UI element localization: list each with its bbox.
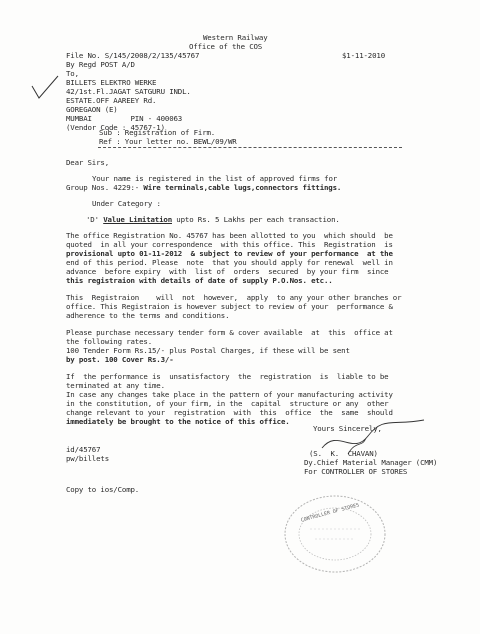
letter-date: $1-11-2010 — [342, 51, 385, 60]
signatory-name: (S. K. CHAVAN) — [309, 449, 378, 458]
registered-line2 — [66, 183, 341, 192]
file-pw: pw/billets — [66, 454, 109, 463]
category-code: 'D' — [86, 215, 104, 224]
performance-para-line: terminated at any time. — [66, 381, 165, 390]
signatory-designation: Dy.Chief Material Manager (CMM) — [304, 458, 438, 467]
performance-para-line: In case any changes take place in the pattern of your manufacturing activity — [66, 390, 393, 399]
category-limit: upto Rs. 5 Lakhs per each transaction. — [172, 215, 340, 224]
vendor-code: (Vendor Code : 45767-1) — [66, 123, 165, 132]
category-line — [86, 215, 340, 224]
tender-para-line: Please purchase necessary tender form & cover available at this office at — [66, 328, 393, 337]
branches-para-line: This Registraion will not however, apply to any your other branches or — [66, 293, 402, 302]
org-office: Office of the COS — [189, 42, 263, 51]
performance-para-line: change relevant to your registration with this office the same should — [66, 408, 393, 417]
group-number: Group Nos. 4229:- — [66, 183, 144, 192]
tender-para-line: by post. 100 Cover Rs.3/- — [66, 355, 174, 364]
addressee-name: BILLETS ELEKTRO WERKE — [66, 78, 157, 87]
registered-line1: Your name is registered in the list of approved firms for — [92, 174, 338, 183]
closing: Yours Sincerely, — [313, 424, 382, 433]
addressee-line2: ESTATE.OFF AAREEY Rd. — [66, 96, 157, 105]
office-para-line: this registraion with details of date of supply P.O.Nos. etc.. — [66, 276, 333, 285]
branches-para-line: office. This Registraion is however subject to review of your performance & — [66, 302, 393, 311]
addressee-city-pin: MUMBAI PIN - 400063 — [66, 114, 183, 123]
office-para-line: The office Registration No. 45767 has been allotted to you which should be — [66, 231, 393, 240]
performance-para-line: in the constitution, of your firm, in the capital structure or any other — [66, 399, 389, 408]
performance-para-line: If the performance is unsatisfactory the registration is liable to be — [66, 372, 389, 381]
to-label: To, — [66, 69, 79, 78]
office-stamp-icon — [280, 489, 390, 579]
addressee-line1: 42/1st.Fl.JAGAT SATGURU INDL. — [66, 87, 191, 96]
org-name: Western Railway — [203, 33, 268, 42]
copy-to: Copy to ios/Comp. — [66, 485, 140, 494]
signatory-for: For CONTROLLER OF STORES — [304, 467, 408, 476]
stamp-text: CONTROLLER OF STORES — [300, 502, 360, 524]
file-number: File No. S/145/2008/2/135/45767 — [66, 51, 200, 60]
file-id: id/45767 — [66, 445, 101, 454]
office-para-line: provisional upto 01-11-2012 & subject to review of your performance at the — [66, 249, 393, 258]
office-para-line: quoted in all your correspondence with this office. This Registration is — [66, 240, 393, 249]
under-category-label: Under Category : — [92, 199, 161, 208]
dispatch-mode: By Regd POST A/D — [66, 60, 135, 69]
value-limitation-label: Value Limitation — [103, 215, 172, 224]
tender-para-line: 100 Tender Form Rs.15/- plus Postal Charges, if these will be sent — [66, 346, 350, 355]
reference-line: Ref : Your letter no. BEWL/09/WR — [99, 137, 237, 146]
group-items: Wire terminals,cable lugs,connectors fittings. — [143, 183, 342, 192]
handwritten-tick-icon — [30, 74, 60, 100]
tender-para-line: the following rates. — [66, 337, 152, 346]
divider — [98, 147, 402, 148]
branches-para-line: adherence to the terms and conditions. — [66, 311, 230, 320]
addressee-line3: GOREGAON (E) — [66, 105, 118, 114]
salutation: Dear Sirs, — [66, 158, 109, 167]
subject-line: Sub : Registration of Firm. — [99, 128, 216, 137]
office-para-line: advance before expiry with list of orders secured by your firm since — [66, 267, 389, 276]
performance-para-line: immediately be brought to the notice of this office. — [66, 417, 290, 426]
office-para-line: end of this period. Please note that you should apply for renewal well in — [66, 258, 393, 267]
